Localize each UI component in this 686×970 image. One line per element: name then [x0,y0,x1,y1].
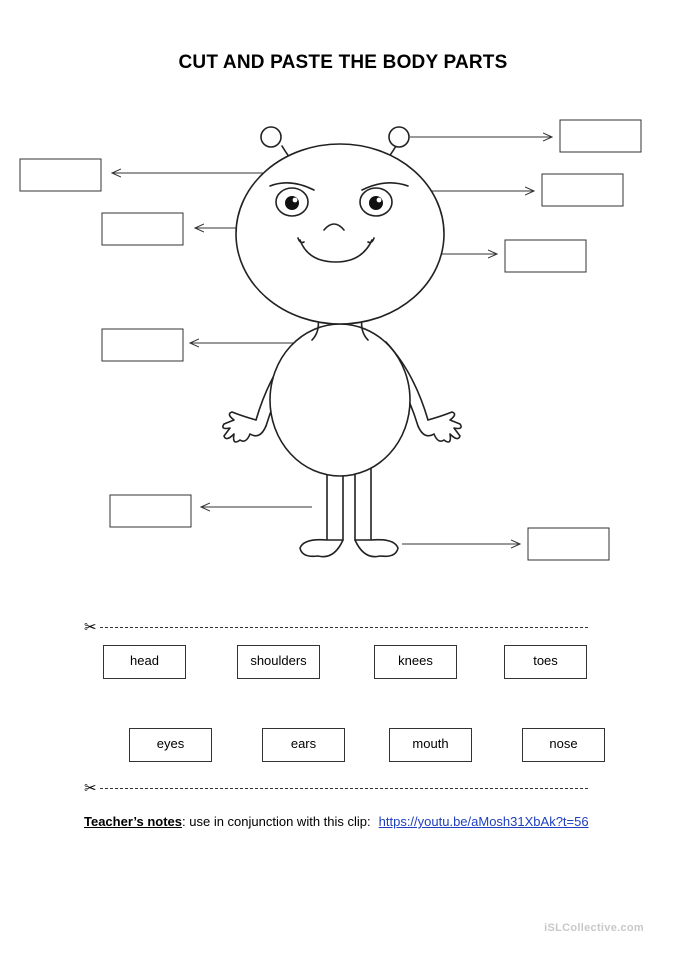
watermark: iSLCollective.com [544,922,644,934]
cut-line-top [100,627,588,628]
blank-box [110,495,191,527]
alien-body [270,324,410,476]
word-card-knees[interactable]: knees [374,645,457,679]
pupil-right [369,196,383,210]
hand-left [223,412,266,442]
leg-left [327,468,343,540]
worksheet-title: CUT AND PASTE THE BODY PARTS [178,52,508,73]
word-card-shoulders[interactable]: shoulders [237,645,320,679]
word-card-head[interactable]: head [103,645,186,679]
scissors-icon-bottom: ✂ [84,780,97,797]
scissors-icon: ✂ [84,619,97,636]
teacher-notes-label: Teacher’s notes [84,814,183,829]
leg-right [355,468,371,540]
pupil-left [285,196,299,210]
blank-box [20,159,101,191]
foot-right [355,540,398,557]
foot-left [300,540,343,557]
blank-box [542,174,623,206]
teacher-notes-text: : use in conjunction with this clip: [182,814,371,829]
alien-head [236,144,444,324]
teacher-notes [84,814,589,829]
antenna-ball-right [389,127,409,147]
blank-box [560,120,641,152]
word-card-nose[interactable]: nose [522,728,605,762]
word-card-eyes[interactable]: eyes [129,728,212,762]
blank-box [102,329,183,361]
blank-box [505,240,586,272]
cut-line-bottom [100,788,588,789]
blank-box [102,213,183,245]
blank-box [528,528,609,560]
antenna-ball-left [261,127,281,147]
word-card-toes[interactable]: toes [504,645,587,679]
word-card-ears[interactable]: ears [262,728,345,762]
clip-link[interactable]: https://youtu.be/aMosh31XbAk?t=56 [378,814,589,829]
word-card-mouth[interactable]: mouth [389,728,472,762]
hand-right [418,412,461,442]
